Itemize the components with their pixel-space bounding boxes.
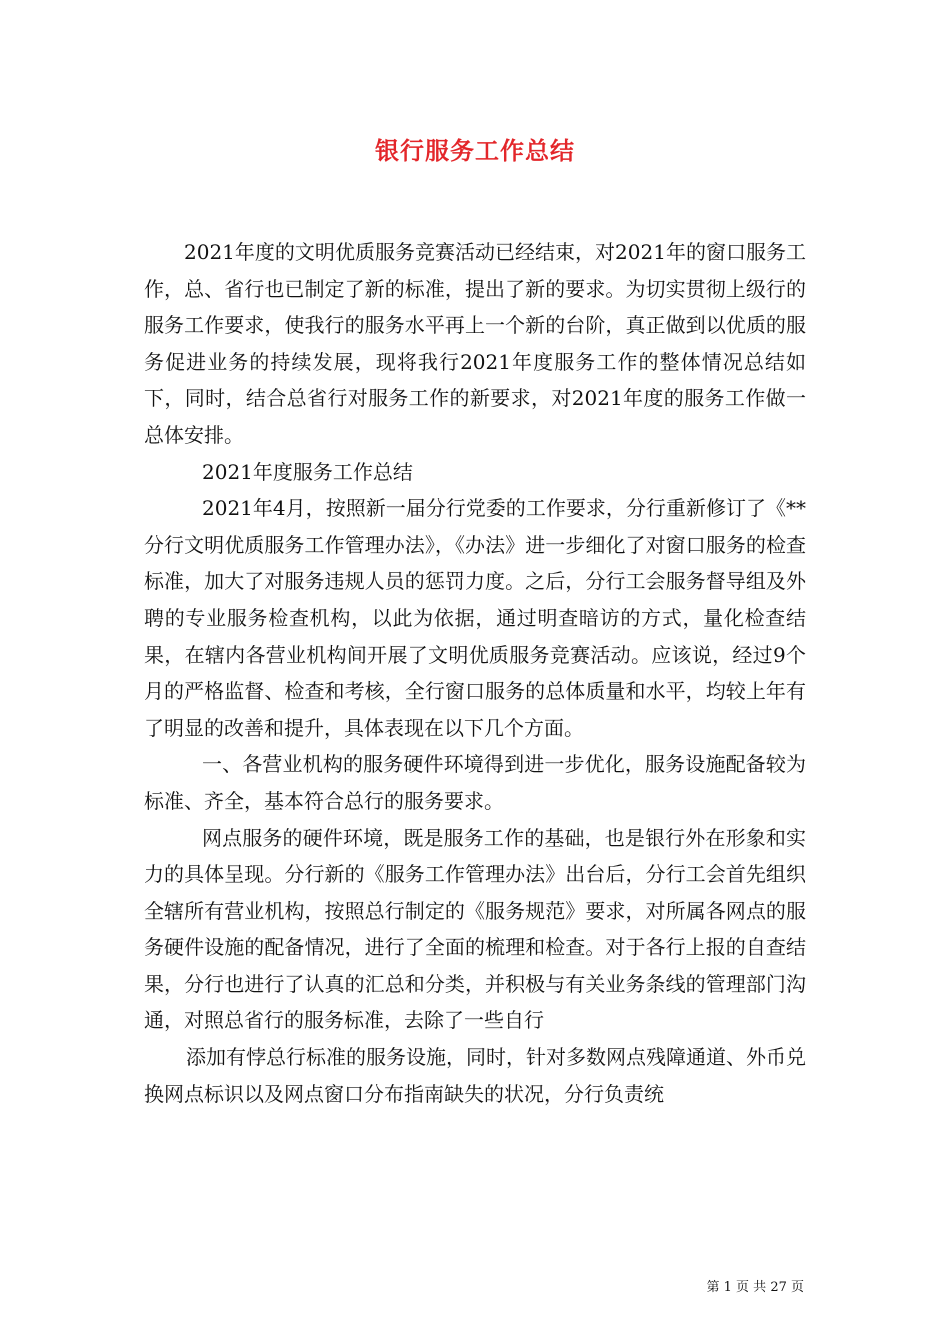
paragraph-summary: 2021年4月，按照新一届分行党委的工作要求，分行重新修订了《**分行文明优质服务工作管理办法》，《办法》进一步细化了对窗口服务的检查标准，加大了对服务违规人员的惩罚力度。之后，分行工会服务督导组及外聘的专业服务检查机构，以此为依据，通过明查暗访的方式，量化检查结果，在辖内各营业机构间开展了文明优质服务竞赛活动。应该说，经过9个月的严格监督、检查和考核，全行窗口服务的总体质量和水平，均较上年有了明显的改善和提升，具体表现在以下几个方面。 (144, 496, 806, 740)
paragraph-hardware: 网点服务的硬件环境，既是服务工作的基础，也是银行外在形象和实力的具体呈现。分行新的《服务工作管理办法》出台后，分行工会首先组织全辖所有营业机构，按照总行制定的《服务规范》要求，对所属各网点的服务硬件设施的配备情况，进行了全面的梳理和检查。对于各行上报的自查结果，分行也进行了认真的汇总和分类，并积极与有关业务条线的管理部门沟通，对照总省行的服务标准，去除了一些自行 (144, 825, 806, 1033)
document-body (144, 234, 806, 1112)
paragraph-continuation: 添加有悖总行标准的服务设施，同时，针对多数网点残障通道、外币兑换网点标识以及网点窗口分布指南缺失的状况，分行负责统 (144, 1045, 806, 1106)
document-title: 银行服务工作总结 (375, 136, 575, 165)
paragraph-intro: 2021年度的文明优质服务竞赛活动已经结束，对2021年的窗口服务工作，总、省行也已制定了新的标准，提出了新的要求。为切实贯彻上级行的服务工作要求，使我行的服务水平再上一个新的台阶，真正做到以优质的服务促进业务的持续发展，现将我行2021年度服务工作的整体情况总结如下，同时，结合总省行对服务工作的新要求，对2021年度的服务工作做一总体安排。 (144, 240, 806, 447)
paragraph-point-one: 一、各营业机构的服务硬件环境得到进一步优化，服务设施配备较为标准、齐全，基本符合总行的服务要求。 (144, 752, 806, 813)
paragraph-section-heading: 2021年度服务工作总结 (202, 459, 413, 484)
page-number: 第 1 页 共 27 页 (706, 1280, 804, 1295)
